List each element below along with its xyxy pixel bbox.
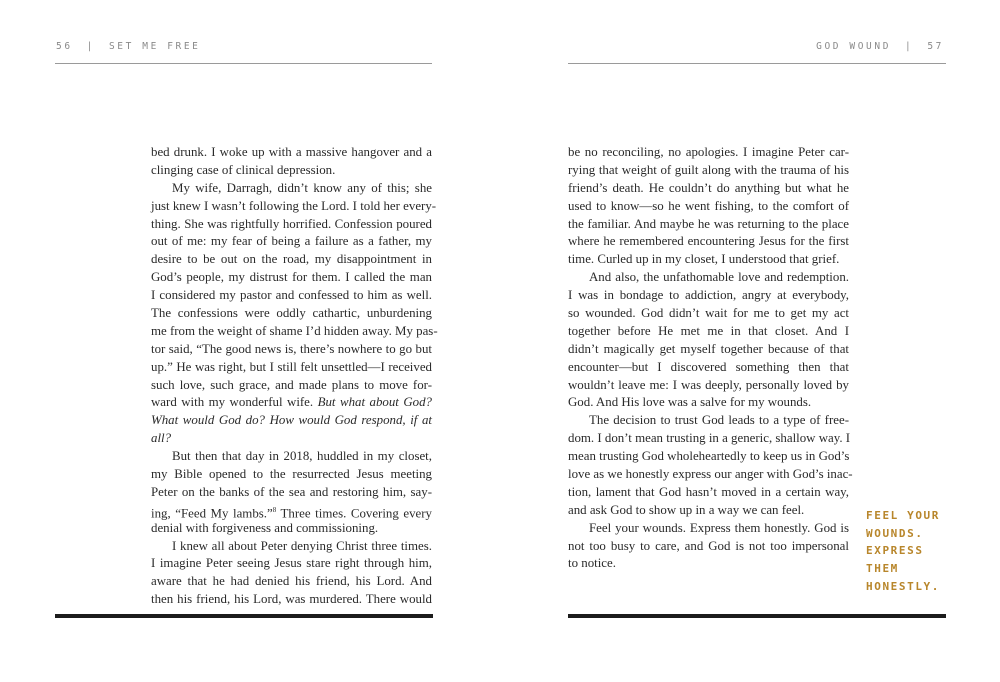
pull-quote-line: HONESTLY. <box>866 579 941 593</box>
text-run: Three times. Covering every <box>276 506 432 521</box>
text-line: thing. She was rightfully horrified. Confession poured <box>151 216 432 231</box>
pull-quote-line: FEEL YOUR <box>866 509 941 522</box>
right-folio: 57 <box>927 41 944 52</box>
text-line: where he remembered encountering Jesus for the first <box>568 234 849 249</box>
text-line: encounter—but I discovered something then that <box>568 359 849 374</box>
text-line: And also, the unfathomable love and redemption. <box>589 270 849 285</box>
text-line: didn’t magically get myself together because of that <box>568 341 849 356</box>
text-line: dom. I don’t mean trusting in a generic, shallow way. I <box>568 431 851 446</box>
text-line: aware that he had denied his friend, his Lord. And <box>151 574 432 589</box>
text-line: mean trusting God wholeheartedly to keep us in God’s <box>568 449 850 464</box>
pull-quote-line: WOUNDS. <box>866 526 924 540</box>
left-head-separator: | <box>86 41 95 52</box>
right-head-separator: | <box>905 41 914 52</box>
text-line: The confessions were oddly cathartic, unburdening <box>151 306 432 321</box>
text-run: ing, “Feed My lambs.” <box>151 506 273 521</box>
text-line: tion, lament that God hasn’t moved in a certain way, <box>568 484 849 499</box>
text-line: up.” He was right, but I still felt unsettled—I received <box>151 359 432 374</box>
pull-quote-line: THEM <box>866 562 899 576</box>
text-line: be no reconciling, no apologies. I imagine Peter car- <box>568 145 849 159</box>
text-line: God’s people, my distrust for them. I called the man <box>151 270 432 285</box>
text-line-with-italic <box>151 394 432 412</box>
text-line: Feel your wounds. Express them honestly. God is <box>589 520 849 535</box>
text-line: together before He met me in that closet. And I <box>568 323 849 338</box>
text-line: me from the weight of shame I’d hidden away. My pas- <box>151 323 438 338</box>
text-line: my Bible opened to the resurrected Jesus meeting <box>151 467 432 482</box>
right-running-title: GOD WOUND <box>816 41 892 52</box>
text-line: I imagine Peter seeing Jesus stare right through him, <box>151 556 432 571</box>
text-line: time. Curled up in my closet, I understood that grief. <box>568 252 840 267</box>
pull-quote-line: EXPRESS <box>866 544 924 558</box>
text-line: such love, such grace, and made plans to move for- <box>151 377 432 392</box>
text-line: wouldn’t leave me: I was deeply, personally loved by <box>568 377 849 392</box>
text-line: so wounded. God didn’t wait for me to get my act <box>568 306 849 321</box>
text-line: out of me: my fear of being a failure as a father, my <box>151 234 432 249</box>
text-line: and ask God to show up in a way we can feel. <box>568 502 805 517</box>
left-bottom-rule <box>55 614 433 618</box>
text-line: to notice. <box>568 556 616 571</box>
text-line-with-footnote <box>151 502 432 520</box>
text-line: My wife, Darragh, didn’t know any of this; she <box>172 180 432 195</box>
italic-run: What would God do? How would God respond, if at <box>151 413 432 428</box>
text-line: I was in bondage to addiction, angry at everybody, <box>568 288 849 303</box>
text-line: just knew I wasn’t following the Lord. I told her every- <box>151 198 437 213</box>
right-bottom-rule <box>568 614 946 618</box>
pull-quote <box>866 507 986 596</box>
right-page <box>500 0 1000 682</box>
text-line: I knew all about Peter denying Christ three times. <box>172 538 432 553</box>
right-top-rule <box>568 63 946 64</box>
text-run: ward with my wonderful wife. <box>151 395 314 410</box>
text-line: tor said, “The good news is, there’s nowhere to go but <box>151 341 432 356</box>
text-line-italic <box>151 412 432 430</box>
text-line: rying that weight of guilt along with the trauma of his <box>568 162 849 177</box>
text-line: clinging case of clinical depression. <box>151 162 336 177</box>
text-line: God. And His love was a salve for my wounds. <box>568 395 812 410</box>
text-line: desire to be out on the road, my disappointment in <box>151 252 432 267</box>
right-running-head <box>816 41 944 52</box>
text-line: But then that day in 2018, huddled in my closet, <box>172 449 432 464</box>
left-running-head <box>56 41 200 52</box>
left-body-text <box>151 144 438 609</box>
text-line: friend’s death. He couldn’t do anything but what he <box>568 180 849 195</box>
text-line: The decision to trust God leads to a type of free- <box>589 413 849 428</box>
text-line: bed drunk. I woke up with a massive hangover and a <box>151 145 432 159</box>
text-line: love as we honestly express our anger with God’s inac- <box>568 467 853 482</box>
footnote-marker[interactable]: 8 <box>272 505 277 514</box>
left-running-title: SET ME FREE <box>108 41 201 52</box>
text-line: the familiar. And maybe he was returning to the place <box>568 216 849 231</box>
left-folio: 56 <box>56 41 73 52</box>
text-line: denial with forgiveness and commissioning. <box>151 520 379 535</box>
text-line: then his friend, his Lord, was murdered. There would <box>151 592 432 607</box>
text-line: I considered my pastor and confessed to him as well. <box>151 288 432 303</box>
text-line: not too busy to care, and God is not too impersonal <box>568 538 849 553</box>
text-line-italic <box>151 430 432 448</box>
italic-run: But what about God? <box>317 395 432 410</box>
italic-run: all? <box>151 431 172 446</box>
left-top-rule <box>55 63 432 64</box>
text-line: Peter on the banks of the sea and restoring him, say- <box>151 484 432 499</box>
right-body-text <box>568 144 853 573</box>
text-line: used to know—so he went fishing, to the comfort of <box>568 198 849 213</box>
